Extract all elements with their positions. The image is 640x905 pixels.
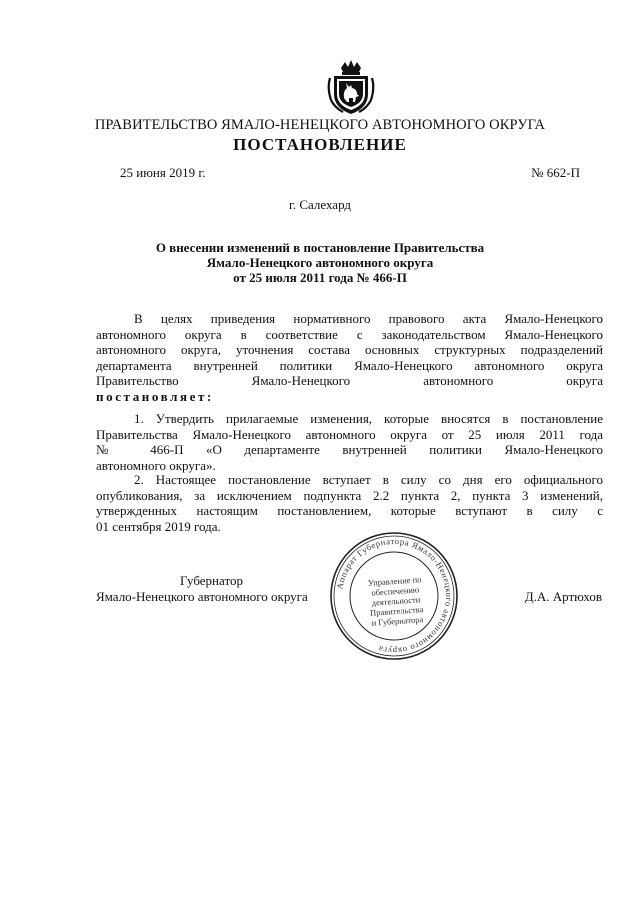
text-line: 01 сентября 2019 года. (96, 518, 221, 534)
text-line: опубликования, за исключением подпункта 2.2 пункта 2, пункта 3 изменений, (96, 487, 603, 503)
text-word: округа (566, 373, 603, 388)
document-date: 25 июня 2019 г. (120, 165, 206, 180)
text-line: 2. Настоящее постановление вступает в силу со дня его официального (134, 472, 603, 487)
subject-line: от 25 июля 2011 года № 466-П (233, 270, 407, 285)
stamp-line: Управление по (367, 574, 422, 588)
stamp-inner-text (354, 573, 437, 628)
document-subject (0, 240, 640, 285)
resolves-word: постановляет: (96, 388, 214, 404)
coat-of-arms-icon (325, 58, 377, 116)
text-word: автономного (423, 373, 494, 388)
signatory-name: Д.А. Артюхов (524, 589, 602, 604)
text-line: Правительства Ямало-Ненецкого автономного округа от 25 июля 2011 года (96, 426, 603, 442)
text-line: № 466-П «О департаменте внутренней политики Ямало-Ненецкого (96, 442, 603, 457)
signatory-organization: Ямало-Ненецкого автономного округа (96, 589, 308, 604)
item-2-paragraph (96, 472, 603, 534)
subject-line: Ямало-Ненецкого автономного округа (206, 255, 434, 270)
preamble-paragraph (96, 311, 603, 404)
document-type: ПОСТАНОВЛЕНИЕ (233, 135, 407, 154)
text-line: В целях приведения нормативного правового акта Ямало-Ненецкого (134, 311, 603, 326)
document-city: г. Салехард (288, 197, 352, 212)
subject-line: О внесении изменений в постановление Правительства (155, 240, 485, 255)
text-line: автономного округа, уточнения состава основных структурных подразделений (96, 342, 603, 357)
stamp-line: Правительства (369, 604, 424, 618)
text-line (96, 373, 603, 389)
text-line: 1. Утвердить прилагаемые изменения, которые вносятся в постановление (134, 411, 603, 426)
item-1-paragraph (96, 411, 603, 473)
signatory-title: Губернатор (180, 573, 243, 588)
text-line: автономного округа в соответствие с законодательством Ямало-Ненецкого (96, 326, 603, 342)
text-line: утвержденных настоящим постановлением, которые вступают в силу с (96, 503, 603, 518)
stamp-line: и Губернатора (371, 614, 424, 628)
text-word: Ямало-Ненецкого (251, 373, 351, 388)
stamp-line: деятельности (371, 594, 421, 608)
text-word: Правительство (96, 373, 179, 388)
stamp-ring-text: Аппарат Губернатора Ямало-Ненецкого автономного округа (334, 535, 455, 657)
stamp-line: обеспечению (371, 584, 420, 598)
text-line: департамента внутренней политики Ямало-Ненецкого автономного округа (96, 357, 603, 373)
document-number: № 662-П (531, 165, 580, 180)
government-title: ПРАВИТЕЛЬСТВО ЯМАЛО-НЕНЕЦКОГО АВТОНОМНОГО ОКРУГА (94, 117, 546, 133)
text-line: автономного округа». (96, 457, 216, 473)
